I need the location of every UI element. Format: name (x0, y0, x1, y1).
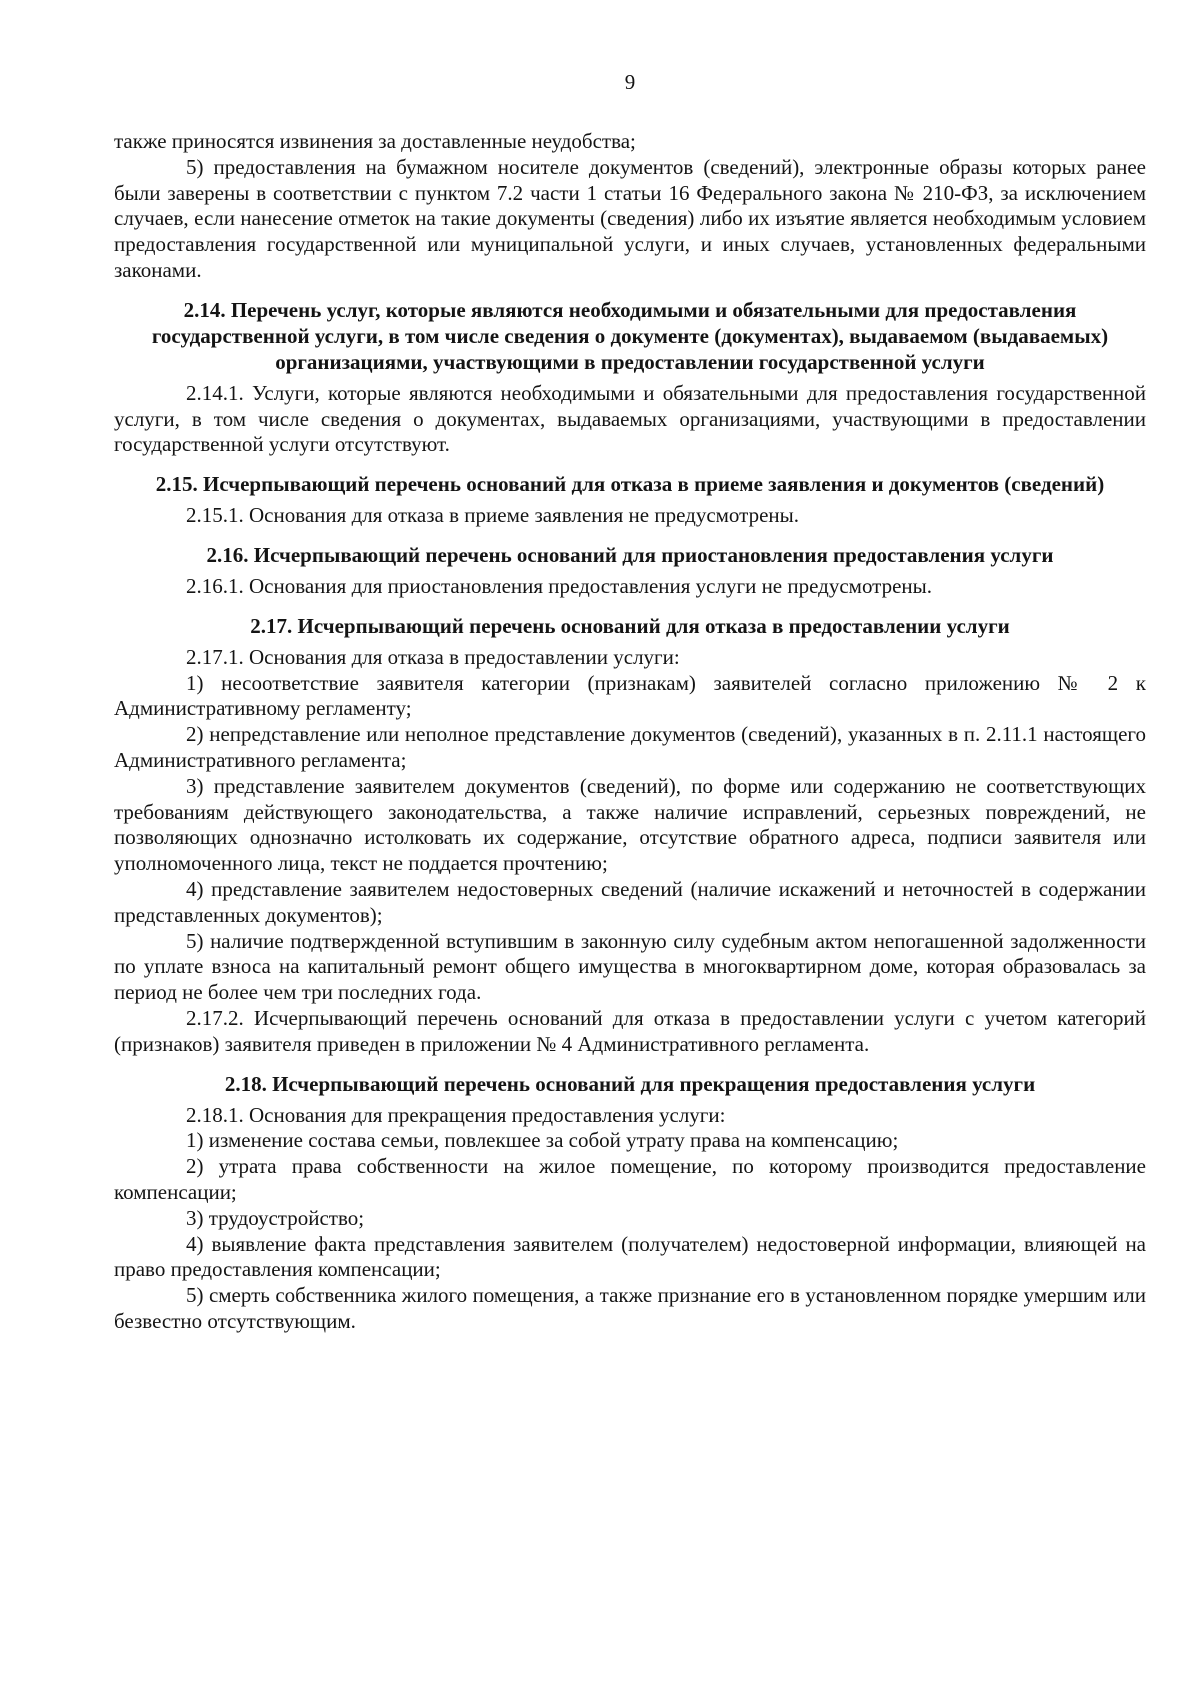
paragraph-2-18-1-item-4: 4) выявление факта представления заявителем (получателем) недостоверной информации, влияющей на право предоставления компенсации; (114, 1231, 1146, 1282)
heading-2-16: 2.16. Исчерпывающий перечень оснований для приостановления предоставления услуги (206, 542, 1054, 567)
paragraph-continuation: также приносятся извинения за доставленные неудобства; (114, 129, 636, 153)
paragraph-2-17-1-item-4: 4) представление заявителем недостоверных сведений (наличие искажений и неточностей в содержании представленных документов); (114, 876, 1146, 927)
heading-2-15: 2.15. Исчерпывающий перечень оснований для отказа в приеме заявления и документов (сведений) (155, 472, 1105, 497)
paragraph-2-17-2: 2.17.2. Исчерпывающий перечень оснований для отказа в предоставлении услуги с учетом категорий (признаков) заявителя приведен в приложении № 4 Административного регламента. (114, 1005, 1146, 1056)
paragraph-item-5-paper-documents: 5) предоставления на бумажном носителе документов (сведений), электронные образы которых ранее были заверены в соответствии с пунктом 7.2 части 1 статьи 16 Федерального закона № 210-ФЗ, за исключением случаев, если нанесение отметок на такие документы (сведения) либо их изъятие является необходимым условием предоставления государственной или муниципальной услуги, и иных случаев, установленных федеральными законами. (114, 154, 1146, 282)
paragraph-2-16-1: 2.16.1. Основания для приостановления предоставления услуги не предусмотрены. (186, 573, 933, 598)
paragraph-2-18-1: 2.18.1. Основания для прекращения предоставления услуги: (186, 1102, 726, 1127)
paragraph-2-14-1: 2.14.1. Услуги, которые являются необходимыми и обязательными для предоставления государственной услуги, в том числе сведения о документах, выдаваемых организациями, участвующими в предоставлении государственной услуги отсутствуют. (114, 380, 1146, 457)
paragraph-2-17-1-item-5: 5) наличие подтвержденной вступившим в законную силу судебным актом непогашенной задолженности по уплате взноса на капитальный ремонт общего имущества в многоквартирном доме, которая образовалась за период не более чем три последних года. (114, 928, 1146, 1005)
paragraph-2-17-1-item-3: 3) представление заявителем документов (сведений), по форме или содержанию не соответствующих требованиям действующего законодательства, а также наличие исправлений, серьезных повреждений, не позволяющих однозначно истолковать их содержание, отсутствие обратного адреса, подписи заявителя или уполномоченного лица, текст не поддается прочтению; (114, 773, 1146, 876)
document-body (114, 129, 1146, 1335)
paragraph-2-18-1-item-3: 3) трудоустройство; (186, 1205, 365, 1230)
paragraph-2-15-1: 2.15.1. Основания для отказа в приеме заявления не предусмотрены. (186, 503, 799, 528)
paragraph-2-18-1-item-1: 1) изменение состава семьи, повлекшее за собой утрату права на компенсацию; (186, 1128, 899, 1153)
paragraph-2-17-1: 2.17.1. Основания для отказа в предоставлении услуги: (186, 644, 680, 669)
heading-2-14: 2.14. Перечень услуг, которые являются необходимыми и обязательными для предоставления государственной услуги, в том числе сведения о документе (документах), выдаваемом (выдаваемых) организациями, участвующими в предоставлении государственной услуги (151, 297, 1109, 374)
paragraph-2-18-1-item-5: 5) смерть собственника жилого помещения, а также признание его в установленном порядке умершим или безвестно отсутствующим. (114, 1283, 1146, 1333)
page-number: 9 (624, 70, 636, 94)
heading-2-17: 2.17. Исчерпывающий перечень оснований для отказа в предоставлении услуги (250, 613, 1010, 638)
paragraph-2-17-1-item-1: 1) несоответствие заявителя категории (признакам) заявителей согласно приложению № 2 к Административному регламенту; (114, 670, 1146, 721)
paragraph-2-18-1-item-2: 2) утрата права собственности на жилое помещение, по которому производится предоставление компенсации; (114, 1154, 1146, 1204)
heading-2-18: 2.18. Исчерпывающий перечень оснований для прекращения предоставления услуги (224, 1071, 1036, 1096)
paragraph-2-17-1-item-2: 2) непредставление или неполное представление документов (сведений), указанных в п. 2.11.1 настоящего Административного регламента; (114, 722, 1146, 772)
